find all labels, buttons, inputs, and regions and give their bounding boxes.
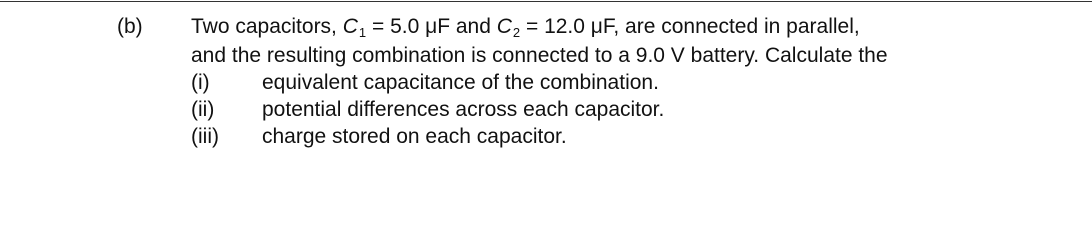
stem-text-c: = 12.0 μF, are connected in parallel, (520, 15, 860, 38)
sub-question-number: (i) (191, 71, 210, 94)
stem-text-a: Two capacitors, (191, 15, 343, 38)
part-label: (b) (117, 15, 143, 38)
sub-question-number: (ii) (191, 98, 215, 121)
c1-subscript: 1 (358, 25, 367, 40)
sub-question-text: equivalent capacitance of the combination. (262, 71, 659, 94)
sub-question-text: charge stored on each capacitor. (262, 125, 567, 148)
question-stem-line-2: and the resulting combination is connected to a 9.0 V battery. Calculate the (191, 44, 888, 67)
sub-question-number: (iii) (191, 125, 219, 148)
sub-question-text: potential differences across each capacitor. (262, 98, 665, 121)
c2-symbol: C (496, 15, 512, 38)
question-stem-line-1 (191, 15, 860, 41)
c2-subscript: 2 (512, 25, 521, 40)
c1-symbol: C (342, 15, 358, 38)
stem-text-b: = 5.0 μF and (366, 15, 497, 38)
